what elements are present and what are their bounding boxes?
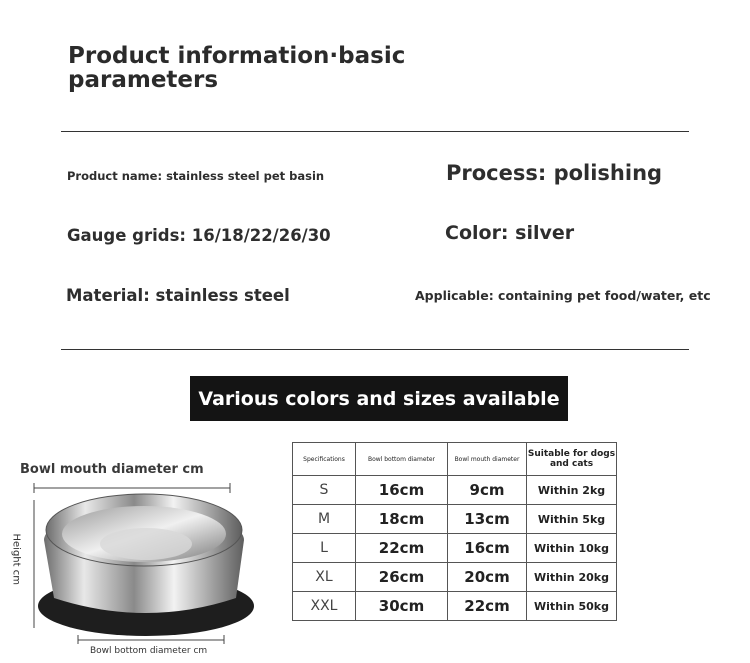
param-product-name: Product name: stainless steel pet basin bbox=[67, 169, 325, 183]
param-material: Material: stainless steel bbox=[66, 286, 290, 305]
cell-bottom: 18cm bbox=[356, 505, 448, 534]
cell-bottom: 30cm bbox=[356, 592, 448, 621]
bottom-divider bbox=[61, 349, 689, 350]
table-row bbox=[293, 563, 617, 592]
cell-bottom: 16cm bbox=[356, 476, 448, 505]
cell-size: L bbox=[293, 534, 356, 563]
table-row bbox=[293, 476, 617, 505]
cell-weight: Within 5kg bbox=[527, 505, 617, 534]
header-specifications: Specifications bbox=[293, 443, 356, 476]
param-process: Process: polishing bbox=[446, 161, 663, 185]
bowl-bottom-label: Bowl bottom diameter cm bbox=[90, 646, 208, 656]
param-color: Color: silver bbox=[445, 222, 575, 244]
table-row bbox=[293, 592, 617, 621]
cell-bottom: 22cm bbox=[356, 534, 448, 563]
bowl-illustration bbox=[28, 478, 264, 644]
cell-size: XL bbox=[293, 563, 356, 592]
cell-mouth: 9cm bbox=[448, 476, 527, 505]
cell-mouth: 22cm bbox=[448, 592, 527, 621]
bowl-mouth-label: Bowl mouth diameter cm bbox=[20, 462, 204, 477]
cell-size: XXL bbox=[293, 592, 356, 621]
page-title: Product information·basic parameters bbox=[68, 43, 406, 93]
table-row bbox=[293, 505, 617, 534]
size-spec-table bbox=[292, 442, 617, 621]
cell-bottom: 26cm bbox=[356, 563, 448, 592]
cell-weight: Within 20kg bbox=[527, 563, 617, 592]
cell-size: S bbox=[293, 476, 356, 505]
cell-size: M bbox=[293, 505, 356, 534]
cell-weight: Within 50kg bbox=[527, 592, 617, 621]
top-divider bbox=[61, 131, 689, 132]
sizes-banner: Various colors and sizes available bbox=[190, 376, 568, 421]
table-row bbox=[293, 534, 617, 563]
header-bottom-diameter: Bowl bottom diameter bbox=[356, 443, 448, 476]
header-mouth-diameter: Bowl mouth diameter bbox=[448, 443, 527, 476]
table-header-row bbox=[293, 443, 617, 476]
header-suitable: Suitable for dogs and cats bbox=[527, 443, 617, 476]
cell-mouth: 13cm bbox=[448, 505, 527, 534]
param-applicable: Applicable: containing pet food/water, etc bbox=[415, 288, 711, 303]
cell-mouth: 20cm bbox=[448, 563, 527, 592]
cell-weight: Within 2kg bbox=[527, 476, 617, 505]
param-gauge: Gauge grids: 16/18/22/26/30 bbox=[67, 226, 331, 245]
bowl-height-label: Height cm bbox=[10, 533, 22, 585]
cell-weight: Within 10kg bbox=[527, 534, 617, 563]
cell-mouth: 16cm bbox=[448, 534, 527, 563]
